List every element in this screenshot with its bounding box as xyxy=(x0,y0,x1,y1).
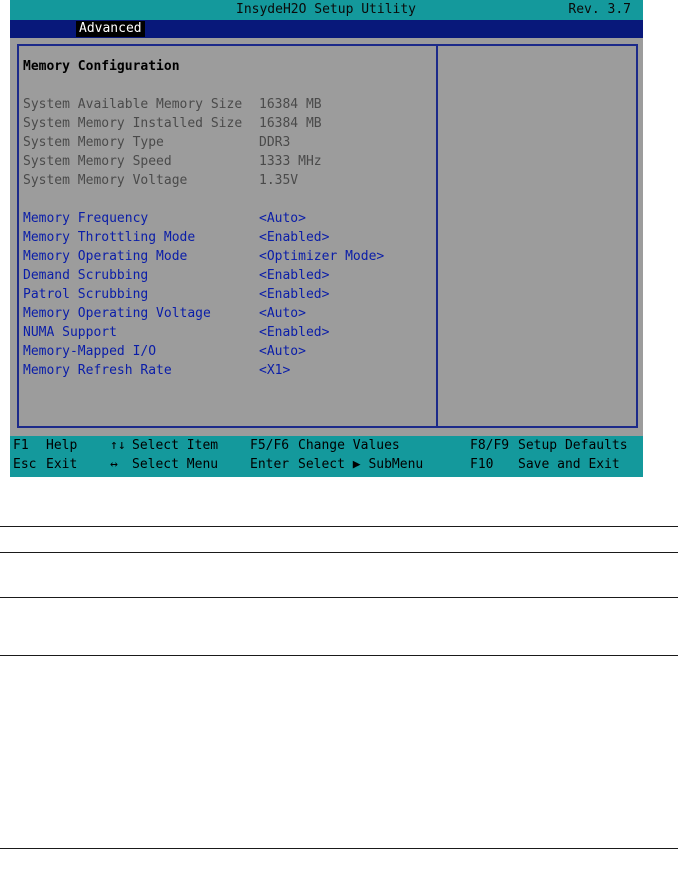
info-value-memory-type: DDR3 xyxy=(259,135,291,150)
select-item-label: Select Item xyxy=(132,438,219,453)
info-label-available-memory: System Available Memory Size xyxy=(23,97,243,112)
table-rule-2 xyxy=(0,552,678,553)
table-rule-5 xyxy=(0,848,678,849)
key-f10: F10 xyxy=(470,457,494,472)
info-value-available-memory: 16384 MB xyxy=(259,97,322,112)
key-f8f9: F8/F9 xyxy=(470,438,510,453)
change-values-label: Change Values xyxy=(298,438,400,453)
option-patrol-scrubbing[interactable]: Patrol Scrubbing xyxy=(23,287,149,302)
utility-title: InsydeH2O Setup Utility xyxy=(236,2,417,17)
key-enter: Enter xyxy=(250,457,290,472)
setup-defaults-label: Setup Defaults xyxy=(518,438,628,453)
option-memory-frequency[interactable]: Memory Frequency xyxy=(23,211,149,226)
title-bar xyxy=(10,0,643,20)
key-esc-label: Exit xyxy=(46,457,78,472)
option-value-demand-scrubbing[interactable]: <Enabled> xyxy=(259,268,330,283)
key-f1-label: Help xyxy=(46,438,78,453)
info-label-installed-memory: System Memory Installed Size xyxy=(23,116,243,131)
option-memory-refresh-rate[interactable]: Memory Refresh Rate xyxy=(23,363,172,378)
save-and-exit-label: Save and Exit xyxy=(518,457,620,472)
key-esc: Esc xyxy=(13,457,37,472)
info-label-memory-speed: System Memory Speed xyxy=(23,154,172,169)
option-value-numa-support[interactable]: <Enabled> xyxy=(259,325,330,340)
key-help-bar xyxy=(10,436,643,477)
info-value-installed-memory: 16384 MB xyxy=(259,116,322,131)
option-memory-operating-mode[interactable]: Memory Operating Mode xyxy=(23,249,188,264)
option-demand-scrubbing[interactable]: Demand Scrubbing xyxy=(23,268,149,283)
page-title: Memory Configuration xyxy=(23,59,180,74)
table-rule-4 xyxy=(0,655,678,656)
option-memory-throttling-mode[interactable]: Memory Throttling Mode xyxy=(23,230,196,245)
info-value-memory-speed: 1333 MHz xyxy=(259,154,322,169)
option-value-memory-mapped-io[interactable]: <Auto> xyxy=(259,344,306,359)
option-value-patrol-scrubbing[interactable]: <Enabled> xyxy=(259,287,330,302)
info-label-memory-voltage: System Memory Voltage xyxy=(23,173,188,188)
option-numa-support[interactable]: NUMA Support xyxy=(23,325,117,340)
info-value-memory-voltage: 1.35V xyxy=(259,173,299,188)
revision-label: Rev. 3.7 xyxy=(568,2,631,17)
option-value-memory-frequency[interactable]: <Auto> xyxy=(259,211,306,226)
option-memory-mapped-io[interactable]: Memory-Mapped I/O xyxy=(23,344,157,359)
key-f1: F1 xyxy=(13,438,29,453)
table-rule-3 xyxy=(0,597,678,598)
bios-setup-screen xyxy=(10,0,643,477)
table-rule-1 xyxy=(0,526,678,527)
info-label-memory-type: System Memory Type xyxy=(23,135,164,150)
option-value-memory-refresh-rate[interactable]: <X1> xyxy=(259,363,291,378)
arrows-up-down-icon: ↑↓ xyxy=(110,438,126,453)
option-value-memory-throttling-mode[interactable]: <Enabled> xyxy=(259,230,330,245)
tab-advanced[interactable]: Advanced xyxy=(76,21,145,37)
content-frame xyxy=(17,44,638,428)
arrows-left-right-icon: ↔ xyxy=(110,457,118,472)
main-panel xyxy=(10,38,643,436)
help-divider xyxy=(436,46,438,426)
key-f5f6: F5/F6 xyxy=(250,438,290,453)
option-value-memory-operating-mode[interactable]: <Optimizer Mode> xyxy=(259,249,385,264)
select-submenu-label: Select ▶ SubMenu xyxy=(298,457,424,472)
option-memory-operating-voltage[interactable]: Memory Operating Voltage xyxy=(23,306,211,321)
select-menu-label: Select Menu xyxy=(132,457,219,472)
option-value-memory-operating-voltage[interactable]: <Auto> xyxy=(259,306,306,321)
menu-bar xyxy=(10,20,643,38)
